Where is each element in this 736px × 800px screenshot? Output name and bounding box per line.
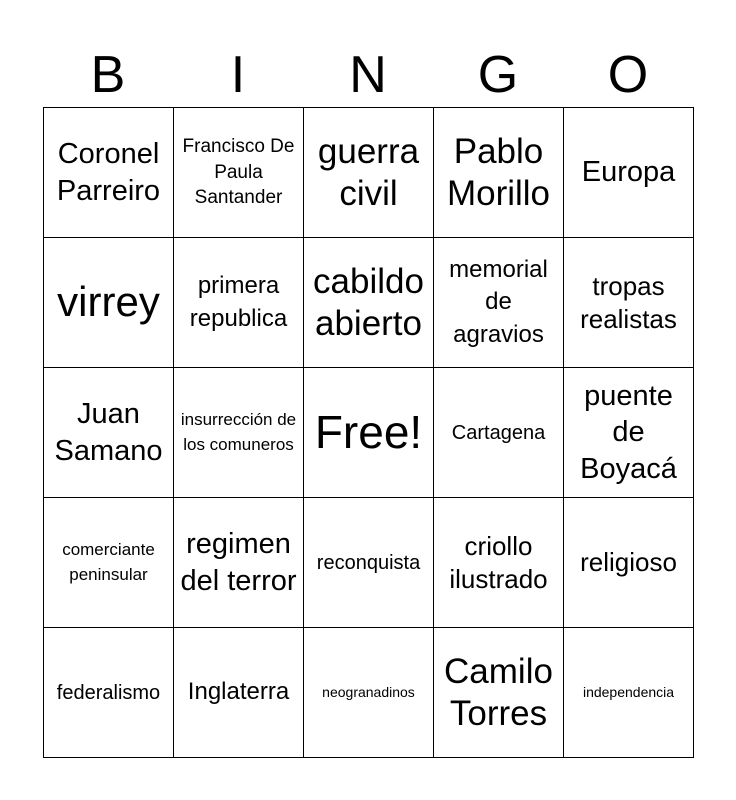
header-letter-i: I: [230, 46, 246, 104]
bingo-cell-text: religioso: [580, 547, 677, 578]
bingo-cell-text: Coronel Parreiro: [56, 138, 161, 207]
free-space-label: Free!: [314, 406, 423, 459]
bingo-cell[interactable]: [44, 368, 174, 498]
bingo-cell-text: memorial de agravios: [449, 255, 548, 348]
header-letter-o: O: [607, 46, 649, 104]
bingo-cell[interactable]: [564, 498, 694, 628]
bingo-cell[interactable]: [174, 368, 304, 498]
bingo-cell[interactable]: [174, 108, 304, 238]
bingo-cell[interactable]: [44, 498, 174, 628]
bingo-cell[interactable]: [564, 108, 694, 238]
bingo-cell[interactable]: [174, 498, 304, 628]
header-letter-g: G: [477, 46, 519, 104]
bingo-cell-text: regimen del terror: [180, 528, 297, 597]
bingo-card-grid: [43, 107, 694, 758]
bingo-cell[interactable]: [44, 108, 174, 238]
bingo-cell-text: comerciante peninsular: [62, 539, 155, 584]
bingo-cell[interactable]: [44, 628, 174, 758]
bingo-header: [43, 46, 693, 104]
bingo-cell[interactable]: [174, 628, 304, 758]
bingo-cell[interactable]: [564, 628, 694, 758]
bingo-cell[interactable]: [304, 108, 434, 238]
bingo-cell-text: Francisco De Paula Santander: [182, 136, 295, 209]
bingo-cell[interactable]: [434, 368, 564, 498]
bingo-cell-text: reconquista: [316, 551, 421, 574]
header-letter-b: B: [90, 46, 126, 104]
bingo-cell[interactable]: [564, 368, 694, 498]
bingo-cell[interactable]: [174, 238, 304, 368]
bingo-cell-text: Inglaterra: [187, 678, 290, 706]
header-letter-n: N: [349, 46, 387, 104]
bingo-cell-text: criollo ilustrado: [449, 531, 548, 594]
bingo-cell-text: virrey: [57, 278, 160, 326]
bingo-cell[interactable]: [434, 498, 564, 628]
bingo-cell-text: Europa: [581, 156, 676, 189]
bingo-cell[interactable]: [434, 108, 564, 238]
bingo-cell[interactable]: [304, 238, 434, 368]
bingo-cell-text: primera republica: [189, 272, 288, 332]
bingo-cell-text: independencia: [582, 684, 675, 701]
bingo-cell[interactable]: [44, 238, 174, 368]
bingo-cell-text: Juan Samano: [54, 398, 163, 467]
bingo-cell[interactable]: [434, 628, 564, 758]
bingo-cell[interactable]: [564, 238, 694, 368]
bingo-cell-text: neogranadinos: [322, 684, 415, 701]
free-space-cell[interactable]: [304, 368, 434, 498]
bingo-cell-text: Cartagena: [451, 421, 546, 444]
bingo-cell-text: federalismo: [56, 681, 161, 704]
bingo-cell-text: puente de Boyacá: [580, 380, 677, 485]
bingo-cell-text: tropas realistas: [580, 271, 677, 334]
bingo-cell[interactable]: [434, 238, 564, 368]
bingo-cell-text: Pablo Morillo: [446, 131, 551, 213]
bingo-cell[interactable]: [304, 628, 434, 758]
bingo-cell[interactable]: [304, 498, 434, 628]
bingo-cell-text: Camilo Torres: [444, 651, 553, 733]
bingo-cell-text: insurrección de los comuneros: [180, 409, 297, 454]
bingo-cell-text: guerra civil: [317, 131, 420, 213]
bingo-cell-text: cabildo abierto: [313, 261, 424, 343]
